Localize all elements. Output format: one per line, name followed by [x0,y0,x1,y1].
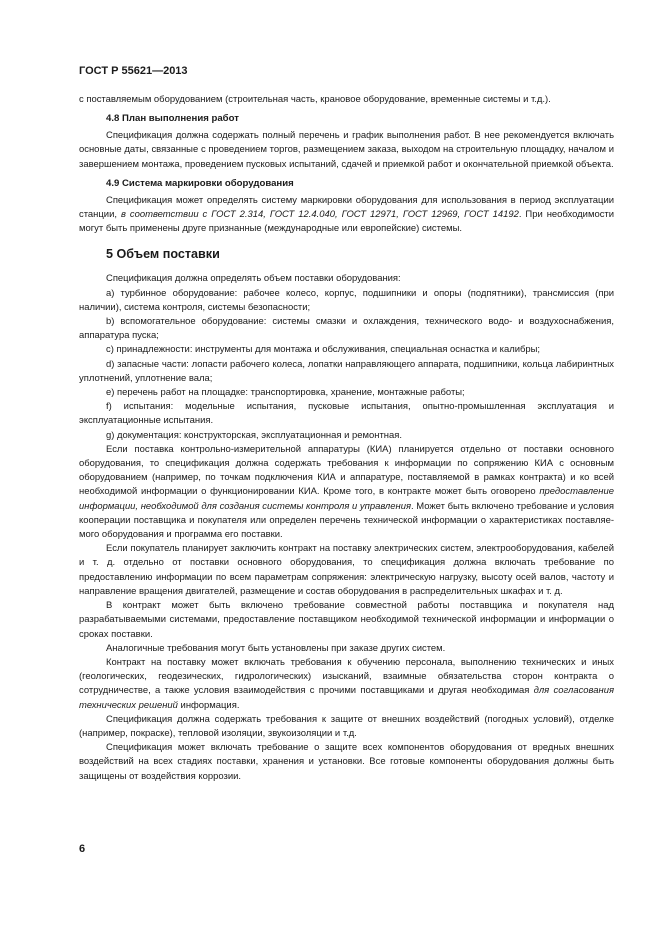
paragraph-training [79,656,614,713]
italic-phrase: предоставление информации, необходимой для создания системы контроля и управления [79,486,614,512]
text-run: информация. [177,699,240,711]
italic-standards-reference: в соответствии с ГОСТ 2.314, ГОСТ 12.4.040, ГОСТ 12971, ГОСТ 12969, ГОСТ 14192 [120,209,519,221]
page-content [79,93,614,784]
paragraph-joint-work: В контракт может быть включено требование совместной работы поставщика и покупателя над разрабатываемыми системами, предоставление поставщиком необходимой технической информации и информации о сроках поставки. [79,600,614,640]
document-header: ГОСТ Р 55621—2013 [79,65,188,77]
paragraph-corrosion: Спецификация может включать требование о защите всех компонентов оборудования от вредных внешних воздействий на всех стадиях поставки, хранения и установки. Все готовые компоненты оборудования должны быть защищены от воздействия коррозии. [79,742,614,782]
list-item-e: e) перечень работ на площадке: транспортировка, хранение, монтажные работы; [106,387,465,399]
section-heading-4-9: 4.9 Система маркировки оборудования [106,177,294,189]
paragraph-protection: Спецификация должна содержать требования к защите от внешних воздействий (погодных условий), отделке (например, покраске), тепловой изоляции, звукоизоляции и т.д. [79,713,614,739]
section-heading-5: 5 Объем поставки [106,247,220,262]
text-run: . Может быть включено требование и условия кооперации поставщика и покупателя или определен перечень технической информации о характеристиках поставляемого оборудования и программа его поставки. [79,500,614,541]
section-heading-4-8: 4.8 План выполнения работ [106,113,239,125]
text-run: Спецификация может определять систему маркировки оборудования для использования в период эксплуатации станции, [79,194,614,221]
text-run: Контракт на поставку может включать требования к обучению персонала, выполнению технических и иных (геологических, геодезических, гидрологических) изысканий, взаимные обязательства сторон контракта о сотрудничестве, а также условия взаимодействия с прочими поставщиками и другая необходимая [79,656,614,697]
list-item-b: b) вспомогательное оборудование: системы смазки и охлаждения, технического водо- и воздухоснабжения, аппаратура пуска; [79,316,614,342]
page-number: 6 [79,843,86,855]
text-run: Если поставка контрольно-измерительной аппаратуры (КИА) планируется отдельно от поставки основного оборудования, то спецификация должна содержать требования к информации по сопряжению КИА с основным оборудованием (например, по точкам подключения КИА и аппаратуре, поставляемой в рамках контракта) и ко всей необходимой информации о функционировании КИА. Кроме того, в контракте может быть оговорено [79,443,614,498]
text-run: . При необходимости могут быть применены друге признанные (международные или европейские) системы. [79,209,615,235]
list-item-d: d) запасные части: лопасти рабочего колеса, лопатки направляющего аппарата, подшипники, кольца лабиринтных уплотнений, уплотнение вала; [79,358,614,384]
paragraph-4-9 [79,194,614,237]
paragraph-4-8: Спецификация должна содержать полный перечень и график выполнения работ. В нее рекомендуется включать основные даты, связанные с проведением торгов, размещением заказа, выходом на строительную площадку, началом и завершением монтажа, проведением пусковых испытаний, сдачей и приемкой работ и окончательной приемкой объекта. [79,130,614,170]
paragraph-5-intro: Спецификация должна определять объем поставки оборудования: [106,273,401,285]
list-item-c: c) принадлежности: инструменты для монтажа и обслуживания, специальная оснастка и калибры; [106,344,541,356]
list-item-f: f) испытания: модельные испытания, пусковые испытания, опытно-промышленная эксплуатация и эксплуатационные испытания. [79,401,614,427]
paragraph-analogous: Аналогичные требования могут быть установлены при заказе других систем. [106,642,446,654]
italic-phrase: для согласования технических решений [79,685,614,711]
list-item-g: g) документация: конструкторская, эксплуатационная и ремонтная. [106,429,402,441]
list-item-a: а) турбинное оборудование: рабочее колесо, корпус, подшипники и опоры (подпятники), трансмиссия (при наличии), система контроля, системы безопасности; [79,287,614,313]
paragraph-intro: с поставляемым оборудованием (строительная часть, крановое оборудование, временные системы и т.д.). [79,94,551,105]
paragraph-kia [79,443,614,542]
paragraph-electrical: Если покупатель планирует заключить контракт на поставку электрических систем, электрооборудования, кабелей и т. д. отдельно от поставки основного оборудования, то спецификация должна включать требование по предоставлению информации по всем параметрам сопряжения: электрическую нагрузку, высоту осей валов, частоту и направление вращения двигателей, размещение и состав оборудования в распределительных шкафах и т. д. [79,543,614,597]
